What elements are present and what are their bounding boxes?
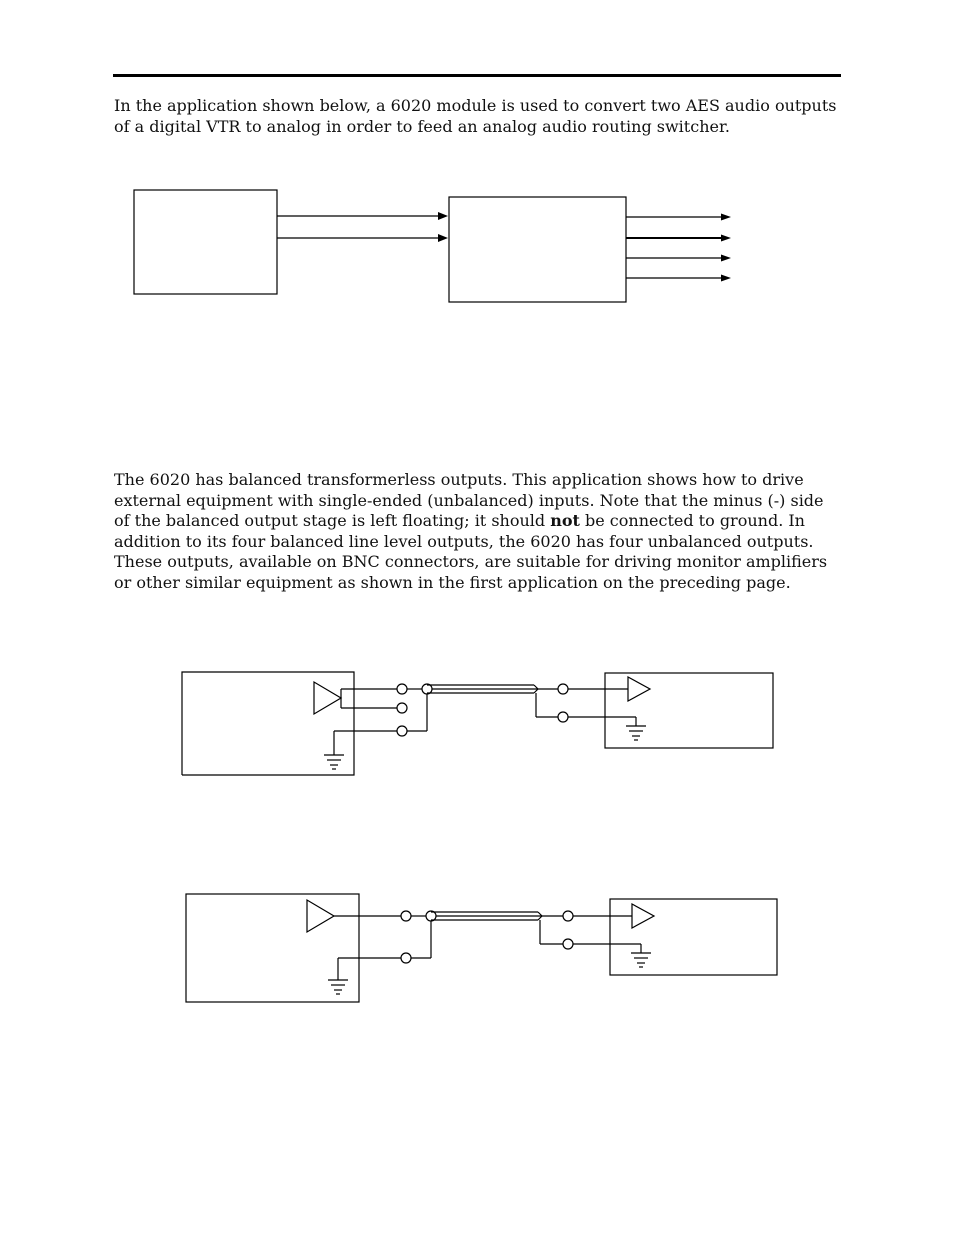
ground-icon — [324, 755, 344, 769]
arrow-head — [721, 214, 731, 221]
body-text-end: be connected to ground. In addition to its four balanced line level outputs, the 6020 has four unbalanced outputs. These outputs, available on BNC connectors, are suitable for driving monitor amplifiers or other similar equipment as shown in the first application on the preceding page. — [114, 511, 828, 592]
output-terminal-icon — [401, 911, 411, 921]
arrow-head — [438, 234, 448, 242]
body-text-emphasis: not — [550, 511, 580, 530]
intro-paragraph: In the application shown below, a 6020 module is used to convert two AES audio outputs of a digital VTR to analog in order to feed an analog audio routing switcher. — [114, 96, 837, 136]
arrow-head — [721, 255, 731, 262]
dest-ground-terminal-icon — [558, 712, 568, 722]
module-6020-box — [449, 197, 626, 302]
ground-terminal-icon — [397, 726, 407, 736]
body-text-start: The 6020 has balanced transformerless outputs. This application shows how to drive external equipment with single-ended (unbalanced) inputs. Note that the minus (-) side of the balanced output stage is left floating; it should — [114, 470, 824, 530]
source-6020-box — [186, 894, 359, 1002]
body-paragraph — [114, 470, 842, 593]
balanced-to-unbalanced-schematic — [182, 672, 773, 775]
dest-ground-terminal-icon — [563, 939, 573, 949]
arrow-head — [721, 235, 731, 242]
output-amplifier-icon — [314, 682, 341, 714]
minus-terminal-icon — [397, 703, 407, 713]
dest-input-terminal-icon — [558, 684, 568, 694]
ground-terminal-icon — [401, 953, 411, 963]
digital-vtr-box — [134, 190, 277, 294]
arrow-head — [438, 212, 448, 220]
unbalanced-to-unbalanced-schematic — [186, 894, 777, 1002]
arrow-head — [721, 275, 731, 282]
plus-terminal-icon — [397, 684, 407, 694]
dest-input-terminal-icon — [563, 911, 573, 921]
